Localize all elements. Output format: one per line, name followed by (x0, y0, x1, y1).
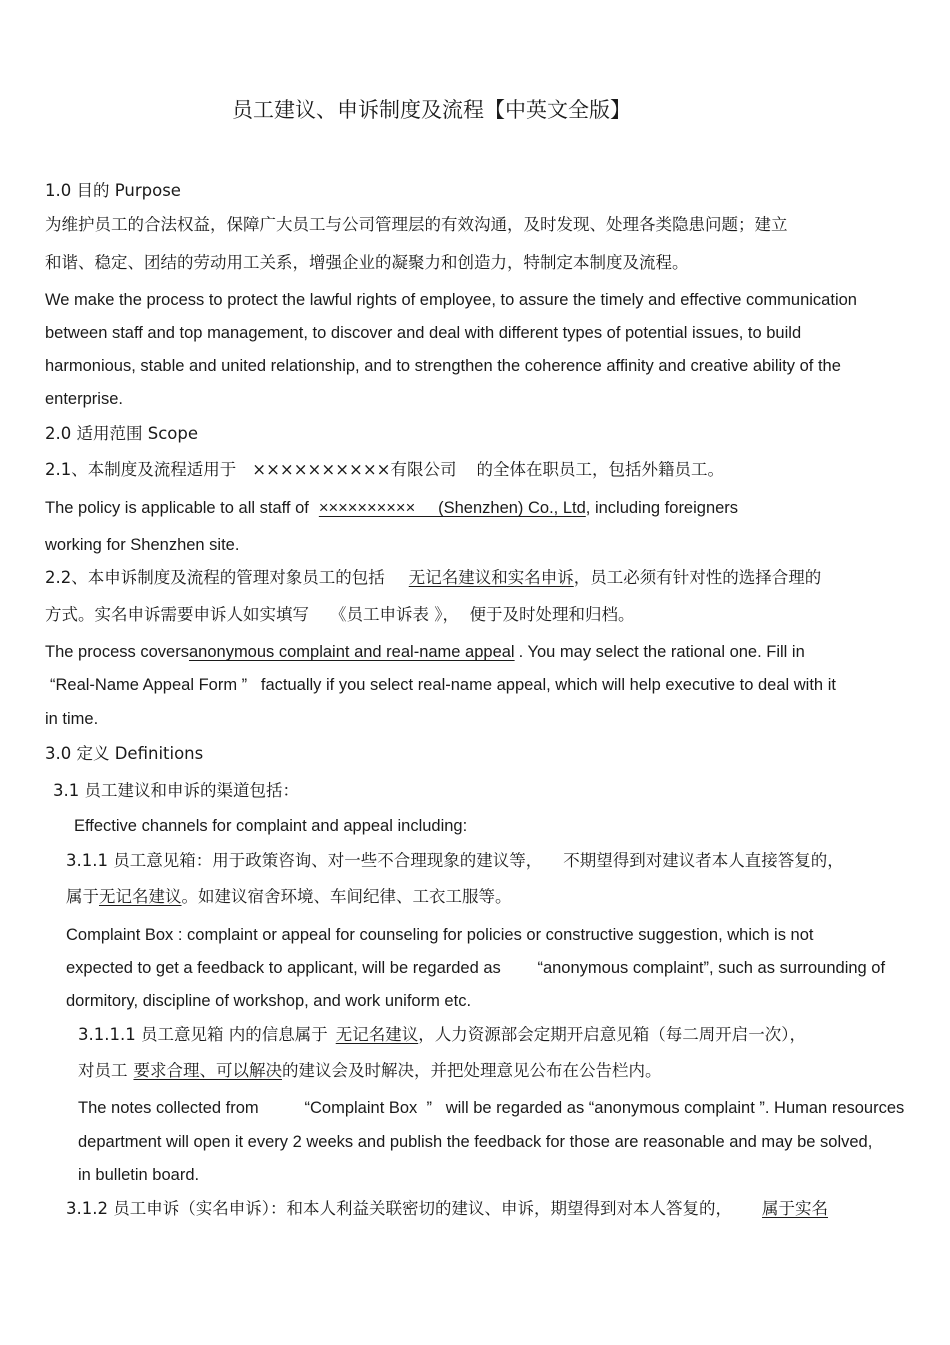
para-3-1-1-1-en-line-2: department will open it every 2 weeks and publish the feedback for those are reasonable and may be solved, (78, 1133, 873, 1151)
para-2-1-en-b: , including foreigners (585, 499, 739, 517)
para-3-1-1-zh-line-1: 3.1.1 员工意见箱：用于政策咨询、对一些不合理现象的建议等， 不期望得到对建议者本人直接答复的， (66, 851, 844, 870)
para-2-2-en-underlined: anonymous complaint and real-name appeal (188, 643, 515, 661)
para-3-1-1-1-zh-b: ，人力资源部会定期开启意见箱（每二周开启一次）， (418, 1025, 806, 1044)
para-3-1-2-zh-underlined: 属于实名 (761, 1199, 828, 1218)
para-3-1-1-en-line-3: dormitory, discipline of workshop, and work uniform etc. (66, 992, 472, 1010)
para-3-1-1-1-zh-line-1 (78, 1024, 806, 1046)
para-3-1-1-1-zh-line-2 (78, 1060, 662, 1082)
para-2-2-en-a: The process covers (45, 643, 189, 661)
para-3-1-zh: 3.1 员工建议和申诉的渠道包括： (53, 781, 299, 800)
para-3-1-1-1-zh-d: 的建议会及时解决，并把处理意见公布在公告栏内。 (282, 1061, 662, 1080)
para-2-2-zh-line-2: 方式。实名申诉需要申诉人如实填写 《员工申诉表 》， 便于及时处理和归档。 (45, 605, 635, 624)
document-title: 员工建议、申诉制度及流程【中英文全版】 (232, 98, 631, 122)
section-1-en-line-2: between staff and top management, to discover and deal with different types of potential issues, to build (45, 324, 802, 342)
para-2-2-en-line-3: in time. (45, 710, 99, 728)
para-3-1-1-1-zh-c: 对员工 (78, 1061, 128, 1080)
para-3-1-1-zh-underlined: 无记名建议 (99, 887, 182, 906)
para-3-1-1-1-en-line-3: in bulletin board. (78, 1166, 200, 1184)
para-2-1-en-a: The policy is applicable to all staff of (45, 499, 309, 517)
para-2-2-zh-a: 2.2、本申诉制度及流程的管理对象员工的包括 (45, 568, 385, 587)
section-3-heading: 3.0 定义 Definitions (45, 744, 204, 763)
section-1-en-line-1: We make the process to protect the lawful rights of employee, to assure the timely and effective communication (45, 291, 857, 309)
para-2-2-en-b: . You may select the rational one. Fill in (518, 643, 805, 661)
para-2-1-zh-a: 2.1、本制度及流程适用于 (45, 460, 237, 479)
section-1-zh-line-2: 和谐、稳定、团结的劳动用工关系，增强企业的凝聚力和创造力，特制定本制度及流程。 (45, 253, 689, 272)
para-3-1-2-zh (66, 1198, 828, 1220)
para-3-1-1-1-en-line-1: The notes collected from “Complaint Box ” will be regarded as “anonymous complaint ”. Human resources (78, 1099, 905, 1117)
para-2-2-zh (45, 567, 821, 589)
para-3-1-1-1-zh-underlined-2: 要求合理、可以解决 (133, 1061, 282, 1080)
para-2-1-zh (45, 459, 724, 481)
para-2-2-zh-b: ，员工必须有针对性的选择合理的 (573, 568, 822, 587)
section-1-heading: 1.0 目的 Purpose (45, 181, 181, 200)
para-3-1-1-en-line-1: Complaint Box : complaint or appeal for counseling for policies or constructive suggestion, which is not (66, 926, 814, 944)
section-2-heading: 2.0 适用范围 Scope (45, 424, 198, 443)
para-2-1-zh-b: 的全体在职员工，包括外籍员工。 (476, 460, 725, 479)
section-1-en-line-3: harmonious, stable and united relationship, and to strengthen the coherence affinity and creative ability of the (45, 357, 841, 375)
company-name-zh: ××××××××××有限公司 (252, 460, 457, 479)
section-1-en-line-4: enterprise. (45, 390, 123, 408)
para-3-1-1-1-zh-a: 3.1.1.1 员工意见箱 内的信息属于 (78, 1025, 328, 1044)
para-3-1-1-en-line-2: expected to get a feedback to applicant, will be regarded as “anonymous complaint”, such as surrounding of (66, 959, 886, 977)
para-3-1-1-zh-line-2 (66, 886, 512, 908)
company-name-en: ×××××××××× (Shenzhen) Co., Ltd (318, 499, 586, 517)
para-2-2-en (45, 641, 805, 663)
para-3-1-en: Effective channels for complaint and appeal including: (74, 817, 468, 835)
para-2-2-en-line-2: “Real-Name Appeal Form ” factually if you select real-name appeal, which will help executive to deal with it (50, 676, 836, 694)
section-1-zh-line-1: 为维护员工的合法权益，保障广大员工与公司管理层的有效沟通，及时发现、处理各类隐患问题；建立 (45, 215, 788, 234)
para-2-1-en-line-2: working for Shenzhen site. (45, 536, 240, 554)
para-3-1-1-1-zh-underlined: 无记名建议 (335, 1025, 419, 1044)
para-3-1-1-zh-a: 属于 (66, 887, 99, 906)
para-3-1-1-zh-b: 。如建议宿舍环境、车间纪律、工衣工服等。 (181, 887, 512, 906)
para-2-1-en (45, 497, 738, 519)
para-3-1-2-zh-a: 3.1.2 员工申诉（实名申诉）：和本人利益关联密切的建议、申诉，期望得到对本人答复的， (66, 1199, 732, 1218)
para-2-2-zh-underlined: 无记名建议和实名申诉 (408, 568, 574, 587)
